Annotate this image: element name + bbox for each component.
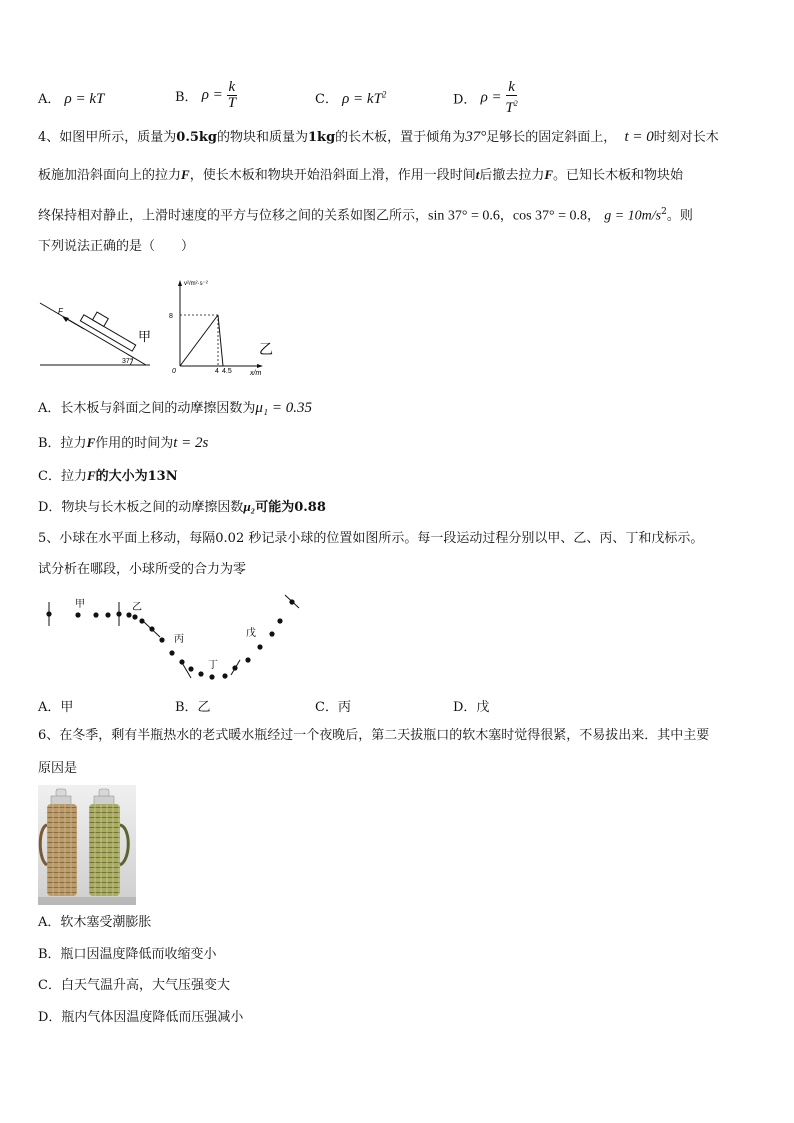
rising-segment [180, 315, 218, 366]
q5-option-b: B．乙 [175, 700, 211, 715]
incline-surface [40, 303, 146, 365]
thermos-right [89, 804, 120, 896]
numerator: k [508, 79, 515, 95]
segment-label-bing: 丙 [174, 634, 184, 645]
segment-label-ding: 丁 [208, 660, 218, 671]
formula-lhs: ρ = [64, 91, 90, 107]
q6-line-1: 6、在冬季，剩有半瓶热水的老式暖水瓶经过一个夜晚后，第二天拔瓶口的软木塞时觉得很紧，不易拔出来．其中主要 [38, 728, 710, 743]
thermos-left [47, 804, 77, 896]
q5-line-1: 5、小球在水平面上移动，每隔0.02 秒记录小球的位置如图所示。每一段运动过程分别以甲、乙、丙、丁和戊标示。 [38, 531, 704, 546]
q6-option-c: C．白天气温升高，大气压强变大 [38, 978, 230, 993]
option-letter: B． [175, 90, 198, 105]
origin-label: 0 [172, 368, 176, 375]
q3-option-c [315, 88, 386, 108]
q4-line-2: 板施加沿斜面向上的拉力F，使长木板和物块开始沿斜面上滑，作用一段时间t后撤去拉力F。已知长木板和物块始 [38, 167, 684, 183]
x-axis-label: x/m [250, 370, 262, 377]
segment-label-wu: 戊 [246, 628, 256, 639]
fraction [505, 80, 517, 116]
figure-jia-label: 甲 [138, 329, 152, 344]
y-axis-label: v²/m²·s⁻² [184, 281, 208, 287]
segment-label-jia: 甲 [75, 599, 85, 610]
q5-option-d: D．戊 [453, 700, 490, 715]
formula-lhs: ρ = [201, 87, 227, 103]
q4-line-4: 下列说法正确的是（ ） [38, 239, 195, 254]
q4-line-3: 终保持相对静止，上滑时速度的平方与位移之间的关系如图乙所示，sin 37° = 0.6，cos 37° = 0.8， $g = 10m/s^2$。则 [38, 207, 693, 224]
q6-option-a: A．软木塞受潮膨胀 [38, 915, 152, 930]
formula: kT [89, 91, 105, 107]
long-board [80, 315, 135, 351]
segment-label-yi: 乙 [132, 602, 142, 613]
q3-option-b [175, 80, 237, 111]
q6-option-d: D．瓶内气体因温度降低而压强减小 [38, 1010, 244, 1025]
q5-line-2: 试分析在哪段，小球所受的合力为零 [38, 562, 247, 577]
x-tick-4: 4 [215, 368, 219, 375]
q4-line-1: 4、如图甲所示，质量为0.5kg的物块和质量为1kg的长木板，置于倾角为37°足够长的固定斜面上， t = 0时刻对长木 [38, 129, 719, 145]
thermos-photo [38, 785, 136, 905]
formula-lhs: ρ = [480, 89, 506, 106]
q5-option-c: C．丙 [315, 700, 351, 715]
q5-option-a: A．甲 [38, 700, 74, 715]
falling-segment [218, 315, 223, 366]
fraction [227, 80, 238, 111]
q3-option-a [38, 88, 104, 108]
angle-label: 37° [122, 358, 133, 365]
ball-positions [46, 599, 294, 679]
q6-line-2: 原因是 [38, 761, 78, 776]
q4-option-c: C．拉力F的大小为13N [38, 468, 178, 484]
formula: kT [366, 91, 382, 107]
q6-option-b: B．瓶口因温度降低而收缩变小 [38, 947, 217, 962]
force-arrowhead [62, 316, 69, 322]
option-letter: C． [315, 92, 338, 107]
ball-trajectory-figure [38, 590, 308, 685]
velocity-displacement-graph [166, 276, 291, 378]
option-letter: A． [38, 92, 61, 107]
numerator: k [228, 79, 236, 95]
q4-option-a: A．长木板与斜面之间的动摩擦因数为μ₁ = 0.35 [38, 400, 313, 416]
option-letter: D． [453, 92, 477, 108]
incline-figure [38, 293, 163, 371]
q4-option-b: B．拉力F作用的时间为t = 2s [38, 435, 209, 451]
q4-option-d: D．物块与长木板之间的动摩擦因数μ₂可能为0.88 [38, 499, 326, 515]
y-tick-8: 8 [169, 313, 173, 320]
formula-lhs: ρ = [342, 91, 367, 107]
q3-option-d [453, 80, 518, 116]
figure-yi-label: 乙 [259, 341, 273, 357]
x-tick-4-5: 4.5 [222, 368, 232, 375]
denominator: $T^2$ [505, 99, 518, 116]
denominator: T [227, 95, 237, 111]
force-label: F [58, 307, 63, 316]
exponent: 2 [381, 89, 387, 100]
